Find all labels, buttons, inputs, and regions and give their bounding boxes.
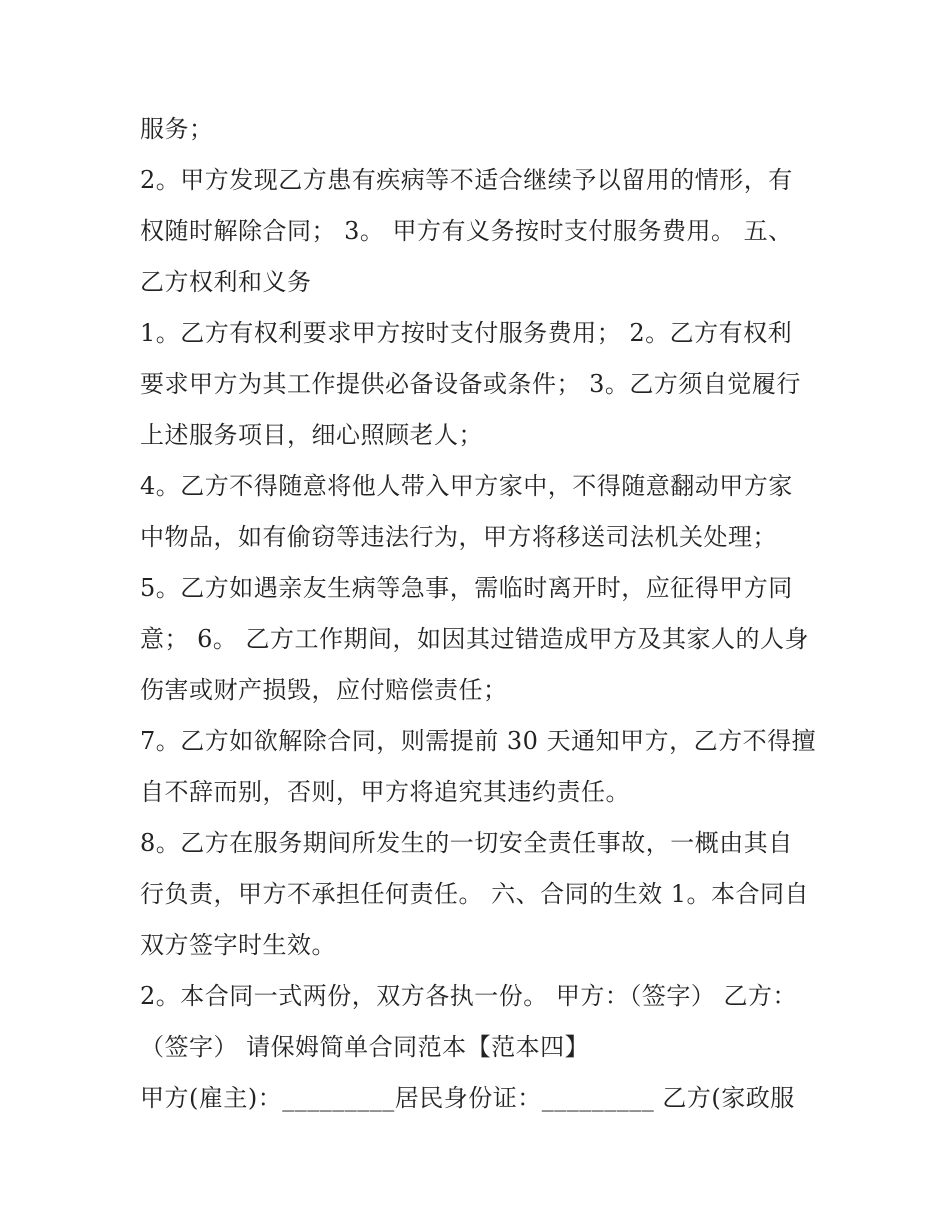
text-line: 上述服务项目，细心照顾老人； bbox=[140, 421, 483, 449]
text-line: 服务； bbox=[140, 115, 214, 143]
text-line: 8。乙方在服务期间所发生的一切安全责任事故，一概由其自 bbox=[140, 829, 793, 857]
text-line: 意； 6。 乙方工作期间，如因其过错造成甲方及其家人的人身 bbox=[140, 625, 810, 653]
text-line: 2。甲方发现乙方患有疾病等不适合继续予以留用的情形，有 bbox=[140, 166, 793, 194]
text-line: 权随时解除合同； 3。 甲方有义务按时支付服务费用。 五、 bbox=[140, 217, 793, 245]
text-line: 2。本合同一式两份，双方各执一份。 甲方：（签字） 乙方： bbox=[140, 982, 798, 1010]
text-line: 中物品，如有偷窃等违法行为，甲方将移送司法机关处理； bbox=[140, 523, 777, 551]
document-body bbox=[140, 104, 830, 1124]
text-line: 甲方(雇主)：_________居民身份证：_________ 乙方(家政服 bbox=[140, 1084, 795, 1112]
text-line: 双方签字时生效。 bbox=[140, 931, 336, 959]
text-line: 1。乙方有权利要求甲方按时支付服务费用； 2。乙方有权利 bbox=[140, 319, 793, 347]
text-line: 伤害或财产损毁，应付赔偿责任； bbox=[140, 676, 508, 704]
text-line: 行负责，甲方不承担任何责任。 六、合同的生效 1。本合同自 bbox=[140, 880, 810, 908]
text-line: 4。乙方不得随意将他人带入甲方家中，不得随意翻动甲方家 bbox=[140, 472, 793, 500]
text-line: （签字） 请保姆简单合同范本【范本四】 bbox=[140, 1033, 590, 1061]
text-line: 7。乙方如欲解除合同，则需提前 30 天通知甲方，乙方不得擅 bbox=[140, 727, 817, 755]
text-line: 要求甲方为其工作提供必备设备或条件； 3。乙方须自觉履行 bbox=[140, 370, 801, 398]
section-heading: 乙方权利和义务 bbox=[140, 268, 312, 296]
text-line: 自不辞而别，否则，甲方将追究其违约责任。 bbox=[140, 778, 630, 806]
text-line: 5。乙方如遇亲友生病等急事，需临时离开时，应征得甲方同 bbox=[140, 574, 793, 602]
